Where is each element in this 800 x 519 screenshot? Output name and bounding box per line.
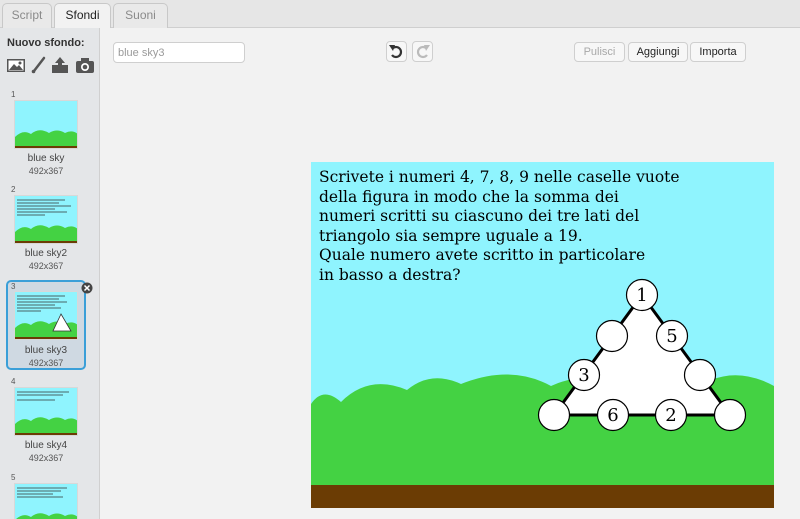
tab-script[interactable]: Script bbox=[2, 3, 52, 28]
problem-line: della figura in modo che la somma dei bbox=[319, 187, 619, 206]
problem-line: triangolo sia sempre uguale a 19. bbox=[319, 226, 583, 245]
thumb-size: 492x367 bbox=[28, 453, 64, 463]
add-button[interactable]: Aggiungi bbox=[628, 42, 688, 62]
camera-icon[interactable] bbox=[75, 56, 95, 74]
problem-text bbox=[319, 168, 759, 285]
tab-bar bbox=[0, 0, 800, 28]
thumb-size: 492x367 bbox=[28, 358, 64, 368]
circle-right-upper-number: 5 bbox=[666, 326, 678, 347]
tab-backdrops[interactable]: Sfondi bbox=[54, 3, 111, 29]
circle-right-mid bbox=[685, 360, 716, 391]
thumb-image bbox=[14, 291, 78, 340]
backdrop-list bbox=[0, 28, 100, 519]
redo-icon bbox=[413, 42, 432, 61]
redo-button[interactable] bbox=[412, 41, 433, 62]
thumb-number: 2 bbox=[11, 185, 16, 194]
delete-backdrop-icon[interactable] bbox=[81, 282, 93, 294]
thumb-number: 5 bbox=[11, 473, 16, 482]
problem-line: Scrivete i numeri 4, 7, 8, 9 nelle caselle vuote bbox=[319, 168, 680, 186]
thumb-name: blue sky2 bbox=[24, 248, 68, 259]
undo-button[interactable] bbox=[386, 41, 407, 62]
thumb-image bbox=[14, 100, 78, 149]
paint-editor bbox=[101, 28, 800, 519]
thumb-image bbox=[14, 387, 78, 436]
thumb-size: 492x367 bbox=[28, 166, 64, 176]
ground bbox=[311, 485, 774, 508]
backdrop-thumb-2[interactable] bbox=[6, 183, 86, 279]
circle-bottom-right bbox=[715, 400, 746, 431]
upload-icon[interactable] bbox=[50, 56, 70, 74]
clear-button[interactable]: Pulisci bbox=[574, 42, 625, 62]
circle-bottom-left bbox=[539, 400, 570, 431]
import-button[interactable]: Importa bbox=[690, 42, 746, 62]
thumb-number: 4 bbox=[11, 377, 16, 386]
new-backdrop-label: Nuovo sfondo: bbox=[7, 37, 85, 49]
thumb-image bbox=[14, 195, 78, 244]
circle-bottom-mid-right-number: 2 bbox=[665, 405, 677, 426]
circle-top-number: 1 bbox=[636, 285, 648, 306]
thumb-name: blue sky bbox=[27, 153, 65, 164]
backdrop-thumb-4[interactable] bbox=[6, 375, 86, 471]
backdrop-thumb-5[interactable] bbox=[6, 471, 86, 519]
circle-left-mid-number: 3 bbox=[578, 365, 590, 386]
image-library-icon[interactable] bbox=[6, 56, 26, 74]
problem-line: in basso a destra? bbox=[319, 265, 461, 284]
backdrop-name-input[interactable] bbox=[113, 42, 245, 63]
backdrop-canvas[interactable] bbox=[311, 162, 774, 508]
paint-brush-icon[interactable] bbox=[29, 56, 49, 74]
thumb-number: 1 bbox=[11, 90, 16, 99]
thumb-number: 3 bbox=[11, 282, 16, 291]
undo-icon bbox=[387, 42, 406, 61]
circle-left-upper bbox=[597, 321, 628, 352]
backdrop-thumb-3[interactable] bbox=[6, 280, 86, 370]
backdrop-thumb-1[interactable] bbox=[6, 88, 86, 184]
circle-bottom-mid-left-number: 6 bbox=[607, 405, 619, 426]
problem-line: Quale numero avete scritto in particolare bbox=[319, 246, 646, 264]
thumb-name: blue sky4 bbox=[24, 440, 68, 451]
problem-line: numeri scritti su ciascuno dei tre lati del bbox=[319, 207, 640, 225]
thumb-name: blue sky3 bbox=[24, 345, 68, 356]
thumb-size: 492x367 bbox=[28, 261, 64, 271]
thumb-image bbox=[14, 483, 78, 519]
tab-sounds[interactable]: Suoni bbox=[113, 3, 168, 28]
